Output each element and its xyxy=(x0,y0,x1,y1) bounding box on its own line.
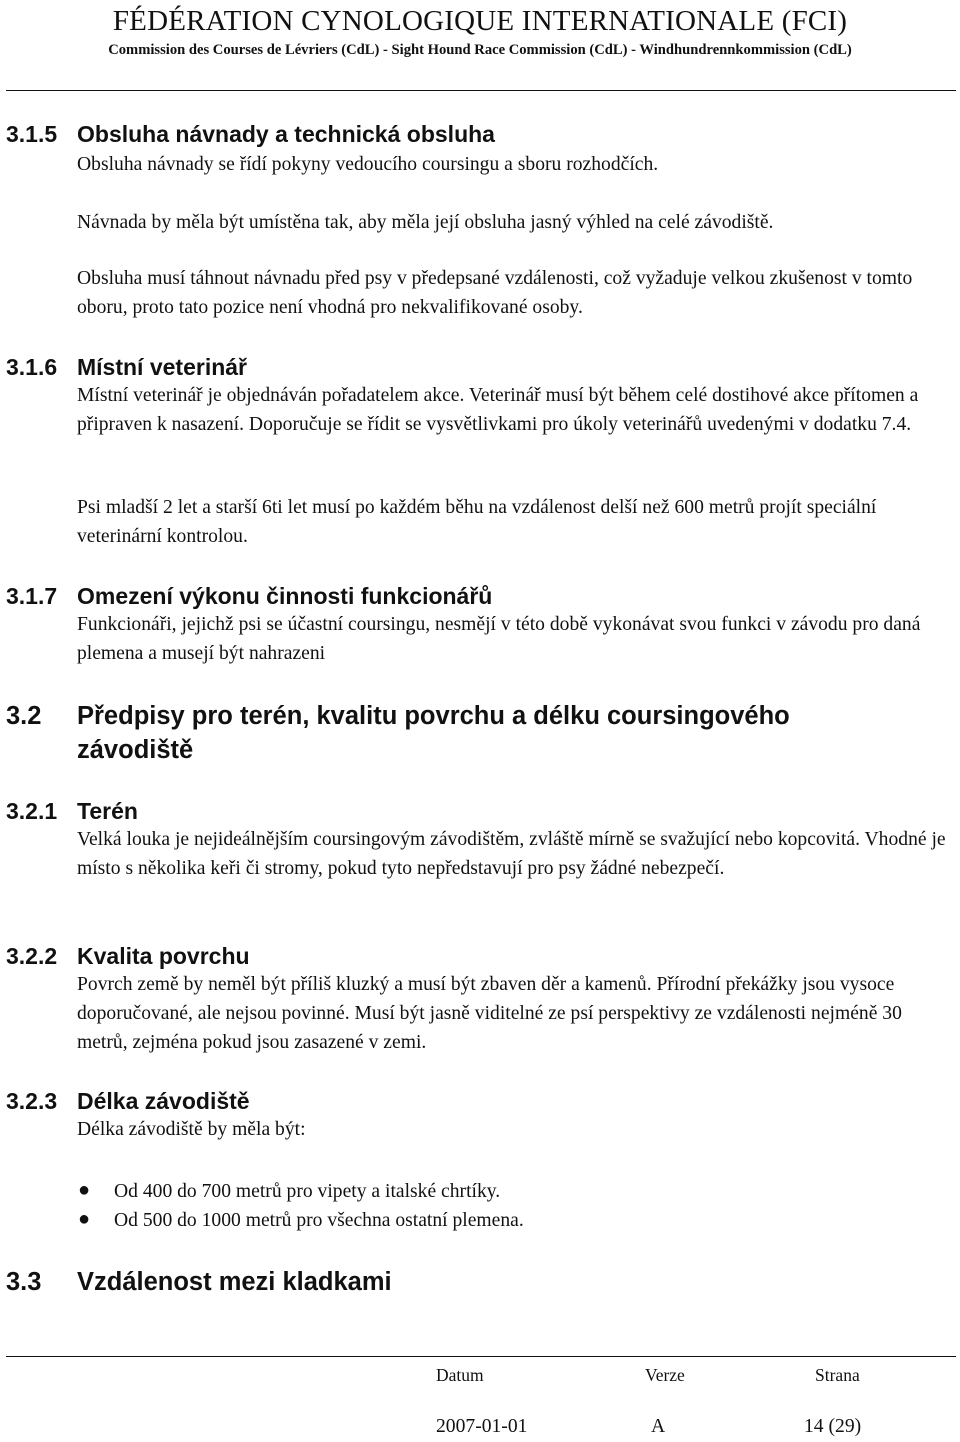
bullet-icon: ● xyxy=(78,1208,91,1230)
footer-label-date: Datum xyxy=(436,1365,484,1385)
section-number-3-2-2: 3.2.2 xyxy=(6,943,58,969)
section-heading-3-1-5: Obsluha návnady a technická obsluha xyxy=(77,121,495,147)
footer-label-version: Verze xyxy=(645,1365,685,1385)
section-heading-3-1-7: Omezení výkonu činnosti funkcionářů xyxy=(77,583,493,609)
section-number-3-3: 3.3 xyxy=(6,1268,42,1296)
section-heading-3-2-line2: závodiště xyxy=(77,736,194,764)
section-heading-3-2-1: Terén xyxy=(77,798,138,824)
section-heading-3-2-3: Délka závodiště xyxy=(77,1088,250,1114)
document-header-title: FÉDÉRATION CYNOLOGIQUE INTERNATIONALE (FCI) xyxy=(112,5,848,37)
footer-label-page: Strana xyxy=(815,1365,860,1385)
paragraph-3-1-5-b: Návnada by měla být umístěna tak, aby měla její obsluha jasný výhled na celé závodiště. xyxy=(77,212,774,233)
paragraph-3-1-5-c: Obsluha musí táhnout návnadu před psy v předepsané vzdálenosti, což vyžaduje velkou zkušenost v tomto oboru, proto tato pozice není vhodná pro nekvalifikované osoby. xyxy=(77,268,913,318)
footer-value-date: 2007-01-01 xyxy=(436,1416,528,1437)
section-heading-3-2-2: Kvalita povrchu xyxy=(77,943,250,969)
list-item: Od 400 do 700 metrů pro vipety a italské chrtíky. xyxy=(114,1181,501,1202)
document-header-subtitle: Commission des Courses de Lévriers (CdL) - Sight Hound Race Commission (CdL) - Windhundrennkommission (CdL) xyxy=(108,42,852,58)
header-divider xyxy=(6,90,956,91)
bullet-icon: ● xyxy=(78,1179,91,1201)
paragraph-3-1-5-a: Obsluha návnady se řídí pokyny vedoucího coursingu a sboru rozhodčích. xyxy=(77,154,659,175)
footer-divider xyxy=(6,1356,956,1357)
list-item: Od 500 do 1000 metrů pro všechna ostatní plemena. xyxy=(114,1210,524,1231)
section-number-3-1-5: 3.1.5 xyxy=(6,121,58,147)
paragraph-3-1-6-a: Místní veterinář je objednáván pořadatelem akce. Veterinář musí být během celé dostihové akce přítomen a připraven k nasazení. Doporučuje se řídit se vysvětlivkami pro úkoly veterinářů uvedenými v dodatku 7.4. xyxy=(77,385,919,435)
section-heading-3-1-6: Místní veterinář xyxy=(77,354,247,380)
section-number-3-2-1: 3.2.1 xyxy=(6,798,58,824)
paragraph-3-1-6-b: Psi mladší 2 let a starší 6ti let musí po každém běhu na vzdálenost delší než 600 metrů projít speciální veterinární kontrolou. xyxy=(77,497,877,547)
footer-value-version: A xyxy=(651,1416,666,1437)
paragraph-3-2-2: Povrch země by neměl být příliš kluzký a musí být zbaven děr a kamenů. Přírodní překážky jsou vysoce doporučované, ale nejsou povinné. Musí být jasně viditelné ze psí perspektivy ze vzdálenosti nejméně 30 metrů, zejména pokud jsou zasazené v zemi. xyxy=(77,974,902,1053)
paragraph-3-1-7: Funkcionáři, jejichž psi se účastní coursingu, nesmějí v této době vykonávat svou funkci v závodu pro daná plemena a musejí být nahrazeni xyxy=(77,614,921,664)
paragraph-3-2-3: Délka závodiště by měla být: xyxy=(77,1119,306,1140)
footer-value-page: 14 (29) xyxy=(804,1416,862,1437)
section-heading-3-2-line1: Předpisy pro terén, kvalitu povrchu a délku coursingového xyxy=(77,702,790,730)
section-number-3-2-3: 3.2.3 xyxy=(6,1088,58,1114)
paragraph-3-2-1: Velká louka je nejideálnějším coursingovým závodištěm, zvláště mírně se svažující nebo kopcovitá. Vhodné je místo s několika keři či stromy, pokud tyto nepředstavují pro psy žádné nebezpečí. xyxy=(77,829,946,879)
section-number-3-1-7: 3.1.7 xyxy=(6,583,58,609)
section-number-3-1-6: 3.1.6 xyxy=(6,354,58,380)
section-number-3-2: 3.2 xyxy=(6,702,42,730)
section-heading-3-3: Vzdálenost mezi kladkami xyxy=(77,1268,392,1296)
